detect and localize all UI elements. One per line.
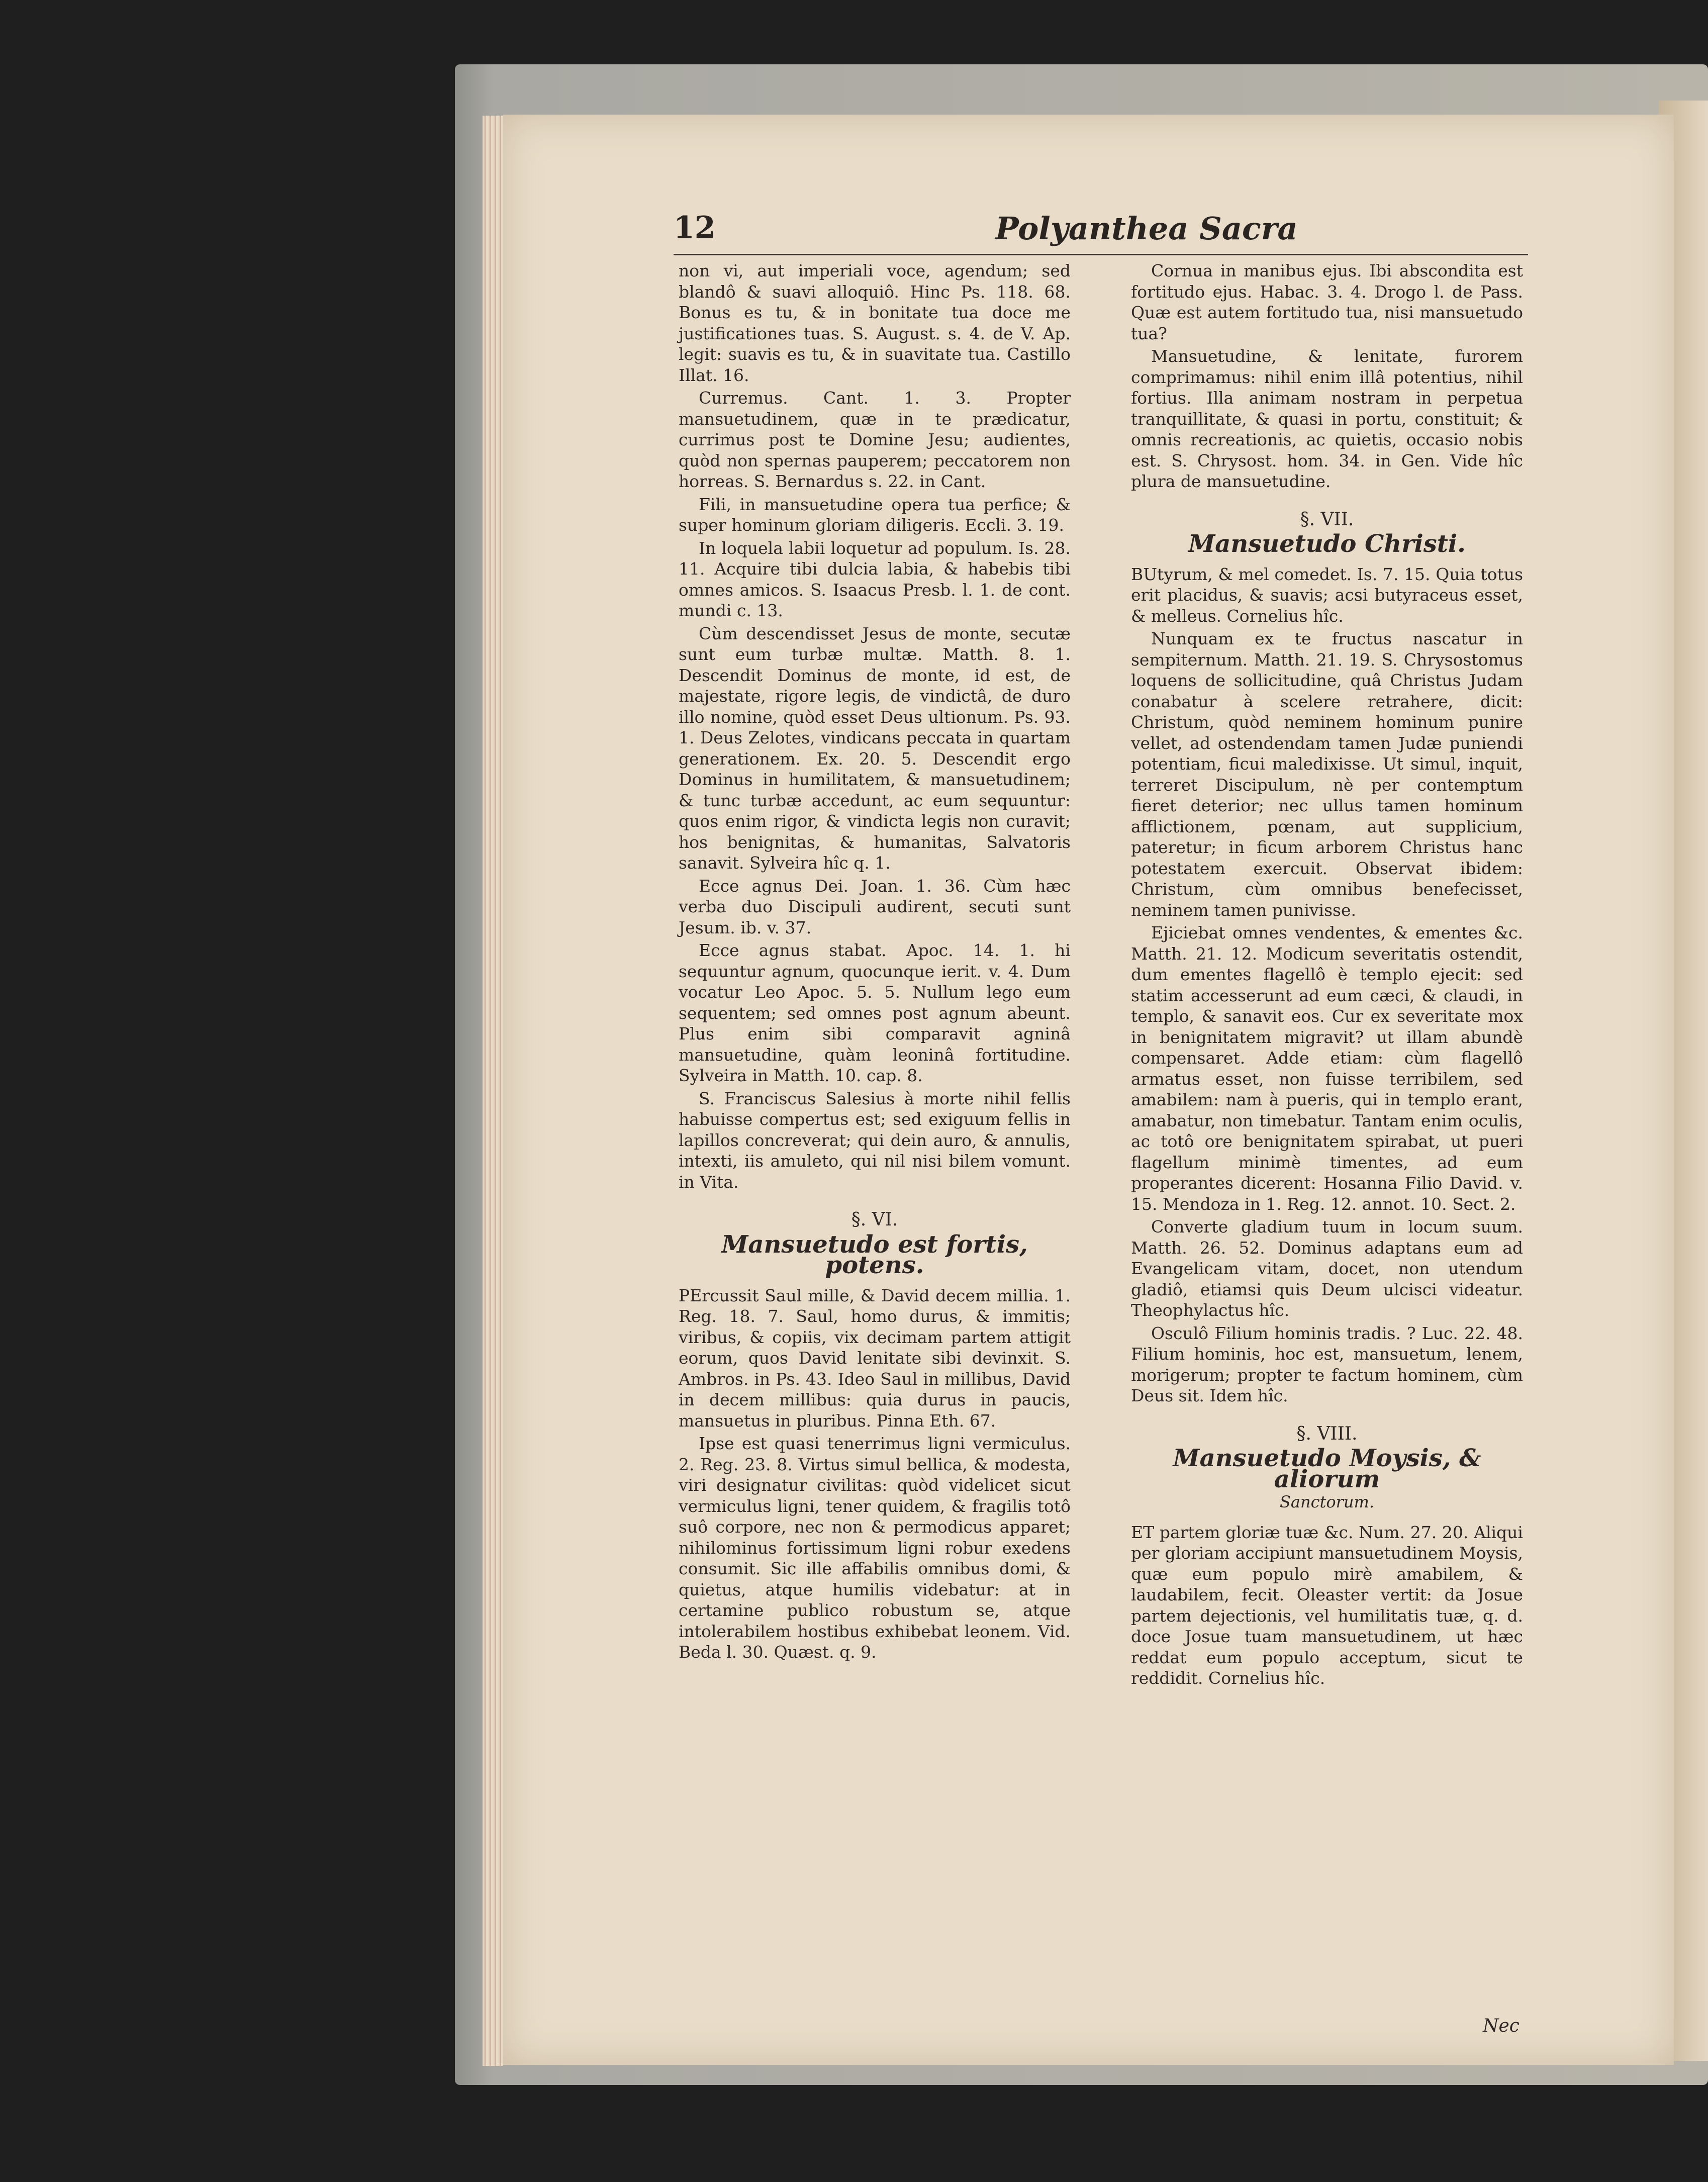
section-number: §. VI. [851, 1209, 898, 1230]
paragraph: Osculô Filium hominis tradis. ? Luc. 22. 48. Filium hominis, hoc est, mansuetum, lenem, morigerum; propter te factum hominem, cùm Deus sit. Idem hîc. [1131, 1323, 1523, 1405]
paragraph: PErcussit Saul mille, & David decem millia. 1. Reg. 18. 7. Saul, homo durus, & immitis; viribus, & copiis, vix decimam partem attigit eorum, quos David lenitate sibi devinxit. S. Ambros. in Ps. 43. Ideo Saul in millibus, David in decem millibus: quia durus in paucis, mansuetus in pluribus. Pinna Eth. 67. [679, 1285, 1071, 1431]
paragraph: ET partem gloriæ tuæ &c. Num. 27. 20. Aliqui per gloriam accipiunt mansuetudinem Moysis, quæ eum populo mirè amabilem, & laudabilem, fecit. Oleaster vertit: da Josue partem dejectionis, vel humilitatis tuæ, q. d. doce Josue tuam mansuetudinem, ut hæc reddat eum populo acceptum, sicut te reddidit. Cornelius hîc. [1131, 1522, 1523, 1688]
running-title: Polyanthea Sacra [995, 210, 1298, 247]
paragraph: non vi, aut imperiali voce, agendum; sed blandô & suavi alloquiô. Hinc Ps. 118. 68. Bonus es tu, & in bonitate tua doce me justificationes tuas. S. August. s. 4. de V. Ap. legit: suavis es tu, & in suavitate tua. Castillo Illat. 16. [679, 261, 1071, 385]
section-number: §. VII. [1300, 509, 1354, 530]
paragraph: Ecce agnus Dei. Joan. 1. 36. Cùm hæc verba duo Discipuli audirent, secuti sunt Jesum. ib. v. 37. [679, 876, 1071, 937]
paragraph: Converte gladium tuum in locum suum. Matth. 26. 52. Dominus adaptans eum ad Evangelicam vitam, docet, non utendum gladiô, etiamsi quis Deum ulcisci videatur. Theophylactus hîc. [1131, 1217, 1523, 1320]
page-stack-edge [483, 116, 503, 2066]
paragraph: Cornua in manibus ejus. Ibi abscondita est fortitudo ejus. Habac. 3. 4. Drogo l. de Pass. Quæ est autem fortitudo tua, nisi mansuetudo tua? [1131, 261, 1523, 343]
paragraph: Ipse est quasi tenerrimus ligni vermiculus. 2. Reg. 23. 8. Virtus simul bellica, & modesta, viri designatur civilitas: quòd videlicet sicut vermiculus ligni, tener quidem, & fragilis totô suô corpore, nec non & permodicus apparet; nihilominus fortissimum ligni robur exedens consumit. Sic ille affabilis omnibus domi, & quietus, atque humilis videbatur: at in certamine publico robustum se, atque intolerabilem hostibus exhibebat leonem. Vid. Beda l. 30. Quæst. q. 9. [679, 1434, 1071, 1662]
section-subtitle: Sanctorum. [1279, 1492, 1375, 1511]
paragraph: BUtyrum, & mel comedet. Is. 7. 15. Quia totus erit placidus, & suavis; acsi butyraceus esset, & melleus. Cornelius hîc. [1131, 564, 1523, 626]
right-column [1131, 260, 1523, 1691]
paragraph: Ejiciebat omnes vendentes, & ementes &c. Matth. 21. 12. Modicum severitatis ostendit, dum ementes flagellô è templo ejecit: sed statim accesserunt ad eum cæci, & claudi, in templo, & sanavit eos. Cur ex severitate mox in benignitatem migravit? ut illam abundè compensaret. Adde etiam: cùm flagellô armatus esset, non fuisse terribilem, sed amabilem: nam à pueris, qui in templo erant, amabatur, non timebatur. Tantam enim oculis, ac totô ore benignitatem spirabat, ut pueri flagellum minimè timentes, ad eum properantes dicerent: Hosanna Filio David. v. 15. Mendoza in 1. Reg. 12. annot. 10. Sect. 2. [1131, 923, 1523, 1214]
paragraph: In loquela labii loquetur ad populum. Is. 28. 11. Acquire tibi dulcia labia, & habebis tibi omnes amicos. S. Isaacus Presb. l. 1. de cont. mundi c. 13. [679, 538, 1071, 620]
paragraph: Fili, in mansuetudine opera tua perfice; & super hominum gloriam diligeris. Eccli. 3. 19. [679, 494, 1071, 535]
section-title: Mansuetudo Moysis, & aliorum [1173, 1444, 1481, 1493]
paragraph: Nunquam ex te fructus nascatur in sempiternum. Matth. 21. 19. S. Chrysostomus loquens de sollicitudine, quâ Christus Judam conabatur à scelere retrahere, dicit: Christum, quòd neminem hominum punire vellet, ad ostendendam tamen Judæ puniendi potentiam, ficui maledixisse. Ut simul, inquit, terreret Discipulum, nè per contemptum fieret deterior; nec ullus tamen hominum afflictionem, pœnam, aut supplicium, pateretur; in ficum arborem Christus hanc potestatem exercuit. Observat ibidem: Christum, cùm omnibus benefecisset, neminem tamen punivisse. [1131, 629, 1523, 920]
section-title: Mansuetudo Christi. [1188, 530, 1466, 558]
section-number: §. VIII. [1296, 1423, 1358, 1444]
page-header [674, 210, 1528, 260]
paragraph: Curremus. Cant. 1. 3. Propter mansuetudinem, quæ in te prædicatur, currimus post te Domine Jesu; audientes, quòd non spernas pauperem; peccatorem non horreas. S. Bernardus s. 22. in Cant. [679, 388, 1071, 491]
section-title: Mansuetudo est fortis, potens. [721, 1230, 1028, 1279]
paragraph: Mansuetudine, & lenitate, furorem comprimamus: nihil enim illâ potentius, nihil fortius. Illa animam nostram in perpetua tranquillitate, & quasi in portu, constituit; & omnis recreationis, ac quietis, occasio nobis est. S. Chrysost. hom. 34. in Gen. Vide hîc plura de mansuetudine. [1131, 346, 1523, 491]
paragraph: Cùm descendisset Jesus de monte, secutæ sunt eum turbæ multæ. Matth. 8. 1. Descendit Dominus de monte, id est, de majestate, rigore legis, de vindictâ, de duro illo nomine, quòd esset Deus ultionum. Ps. 93. 1. Deus Zelotes, vindicans peccata in quartam generationem. Ex. 20. 5. Descendit ergo Dominus in humilitatem, & mansuetudinem; & tunc turbæ accedunt, ac eum sequuntur: quos enim rigor, & vindicta legis non curavit; hos benignitas, & humanitas, Salvatoris sanavit. Sylveira hîc q. 1. [679, 623, 1071, 873]
paragraph: Ecce agnus stabat. Apoc. 14. 1. hi sequuntur agnum, quocunque ierit. v. 4. Dum vocatur Leo Apoc. 5. 5. Nullum lego eum sequentem; sed omnes post agnum abeunt. Plus enim sibi comparavit agninâ mansuetudine, quàm leoninâ fortitudine. Sylveira in Matth. 10. cap. 8. [679, 940, 1071, 1085]
paragraph: S. Franciscus Salesius à morte nihil fellis habuisse compertus est; sed exiguum fellis in lapillos concreverat; qui dein auro, & annulis, intexti, iis amuleto, qui nil nisi bilem vomunt. in Vita. [679, 1088, 1071, 1192]
header-rule [674, 254, 1528, 255]
page-number: 12 [674, 210, 716, 245]
left-column [679, 260, 1071, 1665]
catchword: Nec [1483, 2016, 1520, 2036]
